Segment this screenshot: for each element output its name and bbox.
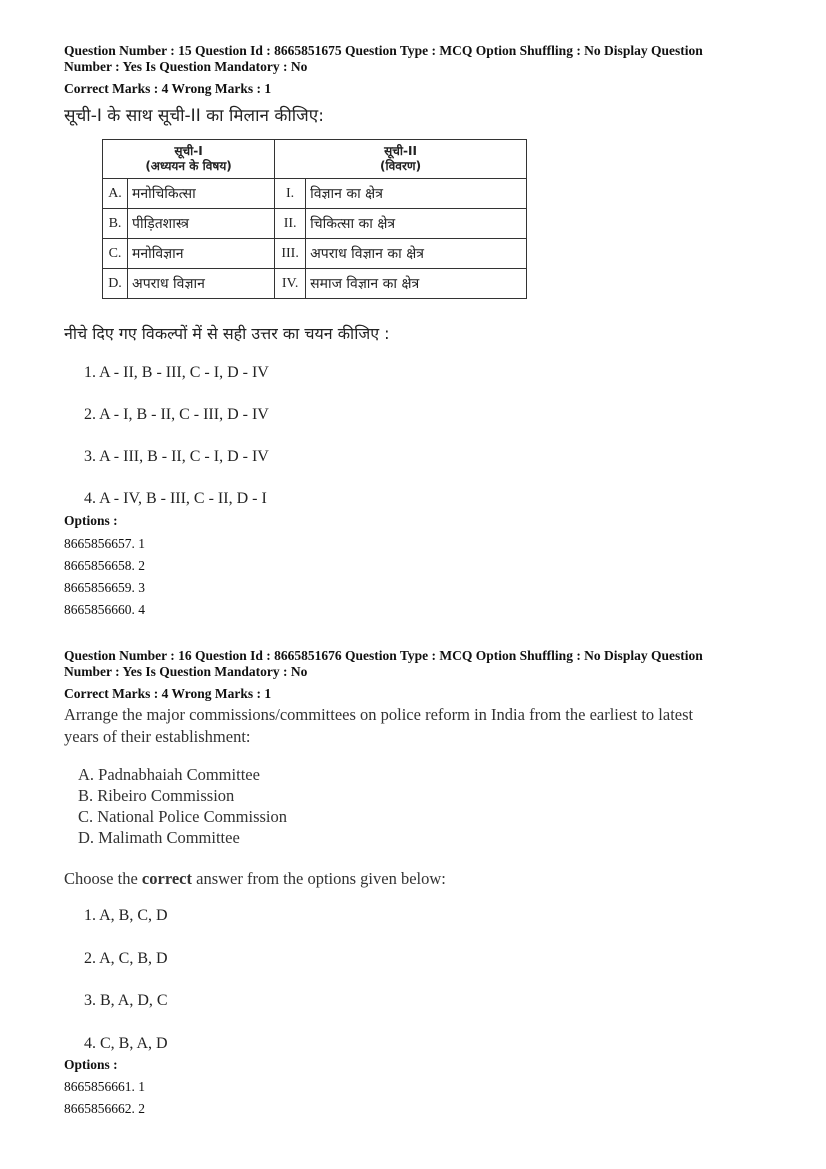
- q15-choice-3: 3. A - III, B - II, C - I, D - IV: [84, 448, 269, 465]
- table-row: A. मनोचिकित्सा I. विज्ञान का क्षेत्र: [103, 179, 527, 209]
- q15-options-label: Options :: [64, 513, 118, 528]
- table-row: D. अपराध विज्ञान IV. समाज विज्ञान का क्षेत्र: [103, 269, 527, 299]
- q16-meta-line1: Question Number : 16 Question Id : 8665851676 Question Type : MCQ Option Shuffling : No Display Question: [64, 648, 703, 663]
- q16-item-d: D. Malimath Committee: [78, 828, 240, 847]
- q16-item-b: B. Ribeiro Commission: [78, 786, 235, 805]
- q15-meta: [64, 43, 784, 75]
- q16-item-a: A. Padnabhaiah Committee: [78, 765, 260, 784]
- q16-choice-4: 4. C, B, A, D: [84, 1035, 168, 1052]
- q16-prompt: Arrange the major commissions/committees on police reform in India from the earliest to latest years of their establishment:: [64, 705, 694, 746]
- q15-prompt: सूची-I के साथ सूची-II का मिलान कीजिए:: [64, 106, 324, 126]
- q15-marks: Correct Marks : 4 Wrong Marks : 1: [64, 81, 272, 96]
- q15-instruction: नीचे दिए गए विकल्पों में से सही उत्तर का चयन कीजिए :: [64, 324, 390, 343]
- q16-option-id-1: 8665856661. 1: [64, 1079, 145, 1094]
- q16-choice-3: 3. B, A, D, C: [84, 992, 168, 1009]
- q16-meta-line2: Number : Yes Is Question Mandatory : No: [64, 664, 308, 679]
- q15-match-table: [102, 139, 527, 299]
- q16-choice-1: 1. A, B, C, D: [84, 907, 168, 924]
- q15-option-id-3: 8665856659. 3: [64, 580, 145, 595]
- q16-choice-2: 2. A, C, B, D: [84, 950, 168, 967]
- q15-choice-4: 4. A - IV, B - III, C - II, D - I: [84, 490, 267, 507]
- q16-marks: Correct Marks : 4 Wrong Marks : 1: [64, 686, 272, 701]
- q16-instruction: Choose the correct answer from the options given below:: [64, 869, 446, 888]
- q15-option-id-1: 8665856657. 1: [64, 536, 145, 551]
- q15-choice-2: 2. A - I, B - II, C - III, D - IV: [84, 406, 269, 423]
- table-row: B. पीड़ितशास्त्र II. चिकित्सा का क्षेत्र: [103, 209, 527, 239]
- list-2-header: सूची-II (विवरण): [275, 140, 527, 179]
- q15-option-id-4: 8665856660. 4: [64, 602, 145, 617]
- q16-option-id-2: 8665856662. 2: [64, 1101, 145, 1116]
- list-1-header: सूची-I (अध्ययन के विषय): [103, 140, 275, 179]
- q15-meta-line2: Number : Yes Is Question Mandatory : No: [64, 59, 308, 74]
- table-row: C. मनोविज्ञान III. अपराध विज्ञान का क्षेत्र: [103, 239, 527, 269]
- q15-choice-1: 1. A - II, B - III, C - I, D - IV: [84, 364, 269, 381]
- q15-option-id-2: 8665856658. 2: [64, 558, 145, 573]
- q16-item-c: C. National Police Commission: [78, 807, 287, 826]
- q16-meta: [64, 648, 784, 680]
- q15-meta-line1: Question Number : 15 Question Id : 8665851675 Question Type : MCQ Option Shuffling : No Display Question: [64, 43, 703, 58]
- q16-options-label: Options :: [64, 1057, 118, 1072]
